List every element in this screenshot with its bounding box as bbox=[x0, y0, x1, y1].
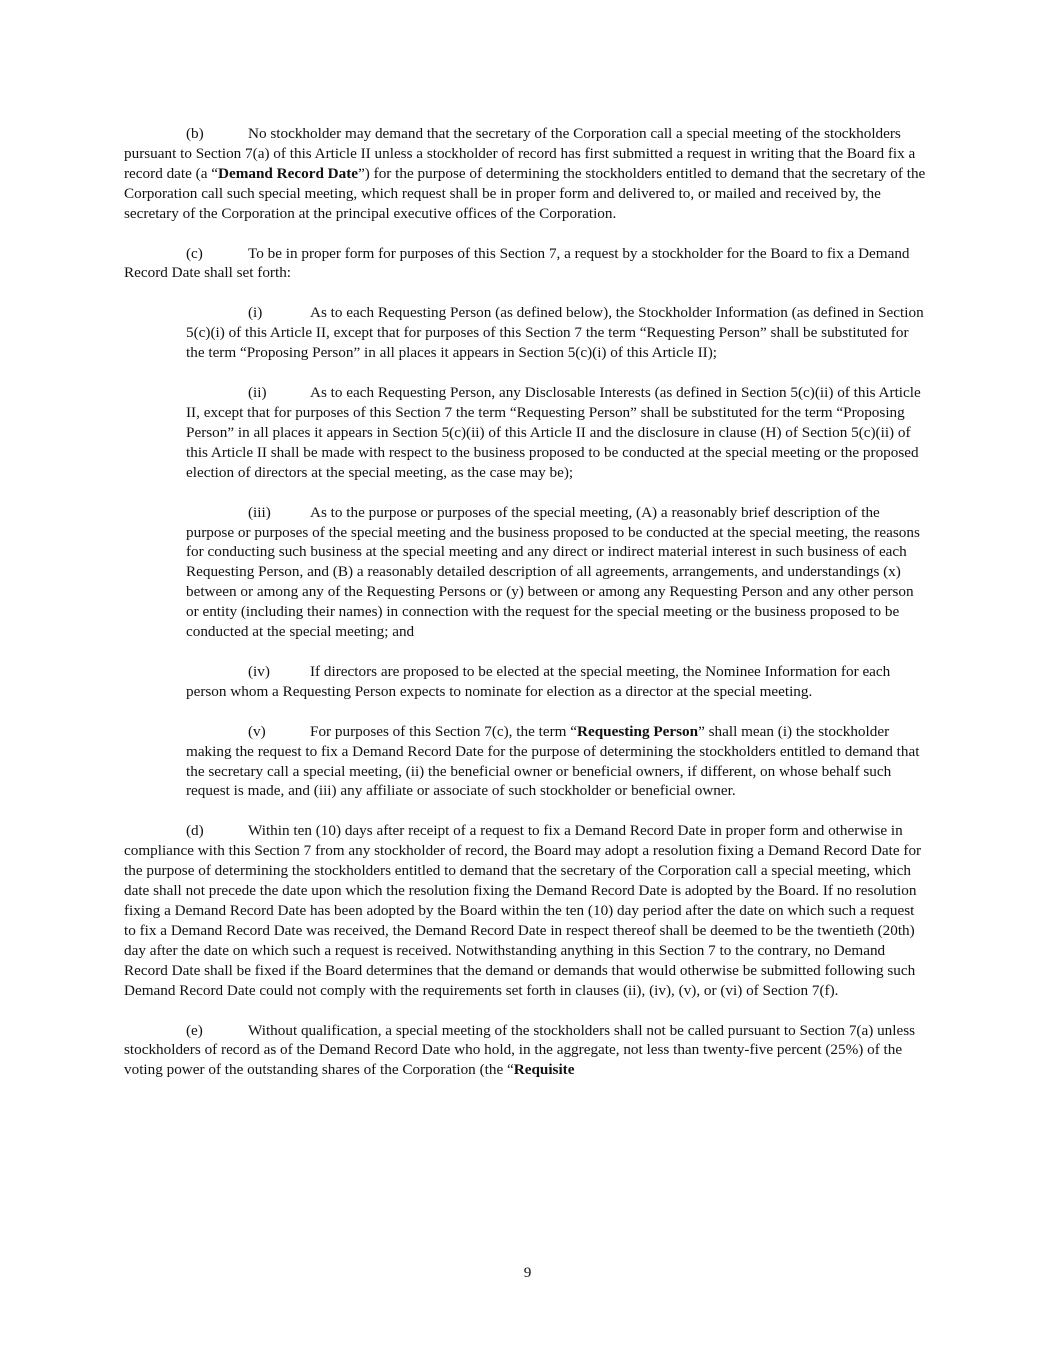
paragraph-text: Within ten (10) days after receipt of a request to fix a Demand Record Date in proper form and otherwise in compliance with this Section 7 from any stockholder of record, the Board may adopt a resolution fixing a Demand Record Date for the purpose of determining the stockholders entitled to demand that the secretary of the Corporation call a special meeting, which date shall not precede the date upon which the resolution fixing the Demand Record Date is adopted by the Board. If no resolution fixing a Demand Record Date has been adopted by the Board within the ten (10) day period after the date on which such a request to fix a Demand Record Date was received, the Demand Record Date in respect thereof shall be deemed to be the twentieth (20th) day after the date on which such a request is received. Notwithstanding anything in this Section 7 to the contrary, no Demand Record Date shall be fixed if the Board determines that the demand or demands that would otherwise be submitted following such Demand Record Date could not comply with the requirements set forth in clauses (ii), (iv), (v), or (vi) of Section 7(f). bbox=[124, 822, 922, 999]
paragraph-text: No stockholder may demand that the secretary of the Corporation call a special meeting of the stockholders pursuant to Section 7(a) of this Article II unless a stockholder of record has first submitted a request in writing that the Board fix a record date (a “ bbox=[124, 125, 916, 182]
paragraph-label: (ii) bbox=[248, 384, 267, 402]
paragraph-e bbox=[124, 1021, 928, 1081]
paragraph-c-iii bbox=[186, 503, 928, 642]
defined-term: Requesting Person bbox=[577, 722, 699, 740]
paragraph-text: As to each Requesting Person (as defined below), the Stockholder Information (as defined in Section 5(c)(i) of this Article II, except that for purposes of this Section 7 the term “Requesting Person” shall be substituted for the term “Proposing Person” in all places it appears in Section 5(c)(i) of this Article II); bbox=[186, 304, 924, 362]
paragraph-label: (e) bbox=[186, 1021, 203, 1039]
paragraph-text: For purposes of this Section 7(c), the term “ bbox=[310, 722, 577, 740]
document-page bbox=[124, 124, 928, 1100]
paragraph-label: (d) bbox=[186, 822, 204, 840]
paragraph-text: To be in proper form for purposes of this Section 7, a request by a stockholder for the Board to fix a Demand Record Date shall set forth: bbox=[124, 244, 910, 282]
paragraph-label: (iii) bbox=[248, 503, 271, 521]
paragraph-label: (i) bbox=[248, 304, 263, 322]
paragraph-c-iv bbox=[186, 662, 928, 702]
paragraph-c-ii bbox=[186, 383, 928, 483]
paragraph-text: As to the purpose or purposes of the special meeting, (A) a reasonably brief description of the purpose or purposes of the special meeting and the business proposed to be conducted at the special meeting, the reasons for conducting such business at the special meeting and any direct or indirect material interest in such business of each Requesting Person, and (B) a reasonably detailed description of all agreements, arrangements, and understandings (x) between or among any of the Requesting Persons or (y) between or among any Requesting Person and any other person or entity (including their names) in connection with the request for the special meeting or the business proposed to be conducted at the special meeting; and bbox=[186, 503, 920, 641]
paragraph-c-i bbox=[186, 303, 928, 363]
paragraph-c bbox=[124, 244, 928, 284]
paragraph-label: (b) bbox=[186, 125, 204, 142]
paragraph-text: If directors are proposed to be elected at the special meeting, the Nominee Information for each person whom a Requesting Person expects to nominate for election as a director at the special meeting. bbox=[186, 662, 891, 700]
paragraph-c-v bbox=[186, 722, 928, 802]
paragraph-label: (iv) bbox=[248, 662, 270, 680]
paragraph-d bbox=[124, 821, 928, 1000]
paragraph-b bbox=[124, 124, 928, 224]
paragraph-text: Without qualification, a special meeting of the stockholders shall not be called pursuant to Section 7(a) unless stockholders of record as of the Demand Record Date who hold, in the aggregate, not less than twenty-five percent (25%) of the voting power of the outstanding shares of the Corporation (the “ bbox=[124, 1021, 916, 1079]
paragraph-label: (v) bbox=[248, 722, 266, 740]
page-number: 9 bbox=[523, 1264, 532, 1281]
paragraph-text: ”) for the purpose of determining the stockholders entitled to demand that the secretary of the Corporation call such special meeting, which request shall be in proper form and delivered to, or mailed and received by, the secretary of the Corporation at the principal executive offices of the Corporation. bbox=[124, 164, 926, 222]
paragraph-label: (c) bbox=[186, 244, 203, 262]
defined-term: Requisite bbox=[513, 1061, 575, 1079]
paragraph-text: ” shall mean (i) the stockholder making the request to fix a Demand Record Date for the purpose of determining the stockholders entitled to demand that the secretary call a special meeting, (ii) the beneficial owner or beneficial owners, if different, on whose behalf such request is made, and (iii) any affiliate or associate of such stockholder or beneficial owner. bbox=[186, 722, 920, 800]
defined-term: Demand Record Date bbox=[218, 164, 359, 182]
paragraph-text: As to each Requesting Person, any Disclosable Interests (as defined in Section 5(c)(ii) of this Article II, except that for purposes of this Section 7 the term “Requesting Person” shall be substituted for the term “Proposing Person” in all places it appears in Section 5(c)(ii) of this Article II and the disclosure in clause (H) of Section 5(c)(ii) of this Article II shall be made with respect to the business proposed to be conducted at the special meeting or the proposed election of directors at the special meeting, as the case may be); bbox=[186, 384, 921, 481]
